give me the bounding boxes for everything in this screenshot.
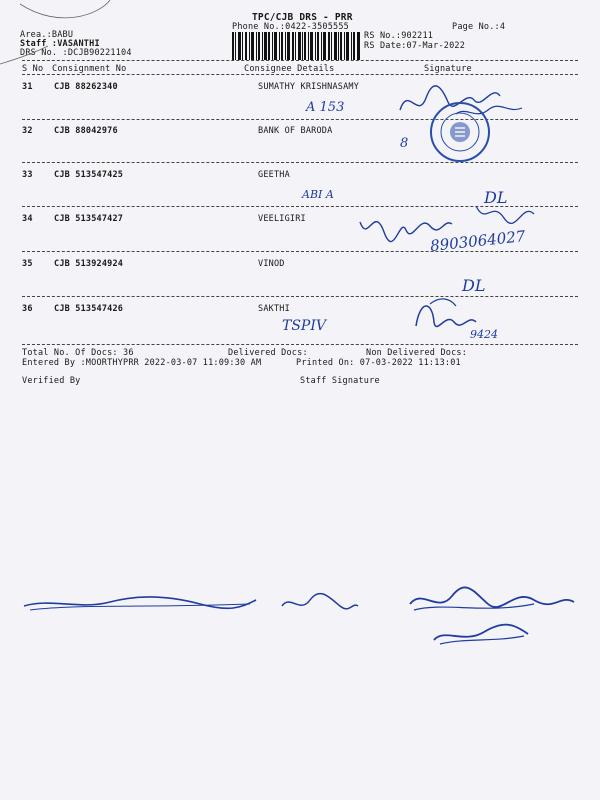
row-consignment: CJB 513924924 — [54, 259, 124, 269]
row-consignee: BANK OF BARODA — [258, 126, 333, 136]
staff-signature-label: Staff Signature — [300, 376, 380, 386]
handwritten-number: 9424 — [470, 328, 498, 341]
row-divider — [22, 296, 578, 297]
verified-by: Verified By — [22, 376, 81, 386]
row-consignee: VINOD — [258, 259, 285, 269]
entered-by: Entered By :MOORTHYPRR 2022-03-07 11:09:30 AM — [22, 358, 262, 368]
barcode — [232, 32, 360, 60]
page-number: Page No.:4 — [452, 22, 506, 32]
row-sno: 31 — [22, 82, 33, 92]
printed-on: Printed On: 07-03-2022 11:13:01 — [296, 358, 461, 368]
scribble — [404, 584, 584, 654]
handwritten-note: ABI A — [302, 188, 334, 201]
drs-number: DRS No. :DCJB90221104 — [20, 48, 132, 58]
row-consignment: CJB 88042976 — [54, 126, 118, 136]
document-title: TPC/CJB DRS - PRR — [252, 12, 353, 23]
divider — [22, 60, 578, 61]
scribble — [20, 588, 360, 618]
row-consignment: CJB 513547427 — [54, 214, 124, 224]
row-consignment: CJB 513547425 — [54, 170, 124, 180]
row-sno: 34 — [22, 214, 33, 224]
row-divider — [22, 251, 578, 252]
row-sno: 32 — [22, 126, 33, 136]
row-sno: 33 — [22, 170, 33, 180]
handwritten-note: A 153 — [306, 100, 345, 115]
handwritten-note: 8 — [400, 136, 409, 151]
divider — [22, 74, 578, 75]
row-consignment: CJB 513547426 — [54, 304, 124, 314]
row-divider — [22, 162, 578, 163]
handwritten-note: DL — [484, 188, 508, 207]
handwritten-note: DL — [462, 276, 486, 295]
row-consignee: VEELIGIRI — [258, 214, 306, 224]
phone-number: Phone No.:0422-3505555 — [232, 22, 349, 32]
row-divider — [22, 119, 578, 120]
delivered-docs: Delivered Docs: — [228, 348, 308, 358]
area-label: Area.:BABU — [20, 30, 74, 40]
row-consignment: CJB 88262340 — [54, 82, 118, 92]
column-header-sno: S No — [22, 64, 44, 74]
handwritten-note: TSPIV — [282, 318, 326, 334]
row-divider — [22, 344, 578, 345]
row-sno: 35 — [22, 259, 33, 269]
column-header-consignee: Consignee Details — [244, 64, 335, 74]
row-sno: 36 — [22, 304, 33, 314]
non-delivered-docs: Non Delivered Docs: — [366, 348, 468, 358]
rs-date: RS Date:07-Mar-2022 — [364, 41, 466, 51]
column-header-consignment: Consignment No — [52, 64, 127, 74]
row-consignee: SAKTHI — [258, 304, 290, 314]
column-header-signature: Signature — [424, 64, 472, 74]
row-consignee: GEETHA — [258, 170, 290, 180]
rs-number: RS No.:902211 — [364, 31, 434, 41]
bank-stamp — [428, 100, 492, 164]
total-docs: Total No. Of Docs: 36 — [22, 348, 134, 358]
handwritten-number: 8903064027 — [429, 227, 527, 255]
row-consignee: SUMATHY KRISHNASAMY — [258, 82, 360, 92]
staff-label: Staff :VASANTHI — [20, 39, 100, 49]
